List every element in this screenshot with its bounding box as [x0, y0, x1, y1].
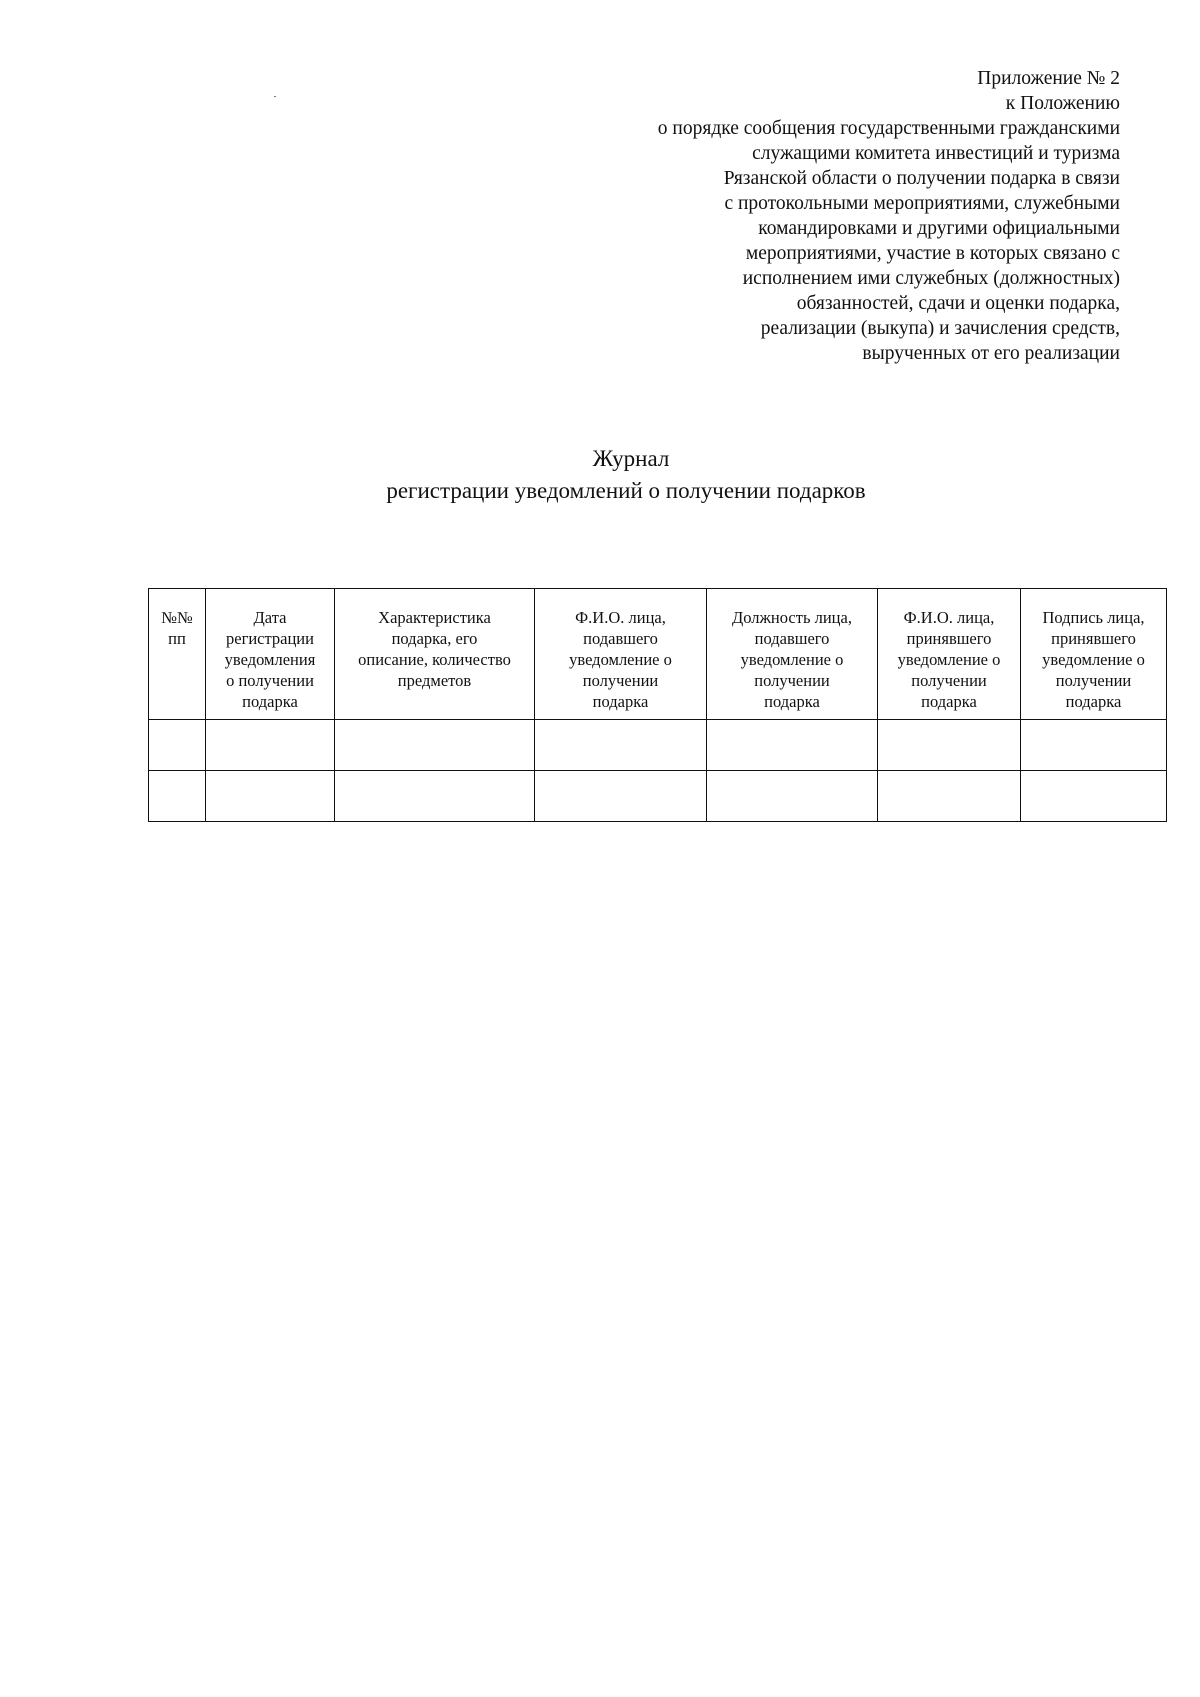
header-line: подавшего [583, 629, 658, 648]
header-cell-receiver-signature [1021, 589, 1167, 720]
header-line: уведомление о [897, 650, 1001, 669]
header-line: получении [582, 671, 659, 690]
scan-speck [274, 96, 276, 97]
header-line: регистрации [226, 629, 314, 648]
document-title [0, 443, 1200, 507]
appendix-line: мероприятиями, участие в которых связано с [745, 243, 1120, 264]
table-cell [1021, 720, 1167, 771]
header-line: уведомление о [569, 650, 672, 669]
header-line: №№ [161, 608, 193, 627]
appendix-line: Рязанской области о получении подарка в связи [723, 168, 1120, 189]
header-line: получении [1055, 671, 1132, 690]
header-line: Подпись лица, [1042, 608, 1145, 627]
header-line: подарка [764, 692, 820, 711]
appendix-line: обязанностей, сдачи и оценки подарка, [796, 293, 1120, 314]
appendix-line: с протокольными мероприятиями, служебными [724, 193, 1120, 214]
appendix-block [500, 66, 1120, 366]
appendix-line: реализации (выкупа) и зачисления средств, [760, 318, 1120, 339]
table-cell [335, 720, 535, 771]
table-cell [206, 771, 335, 822]
header-line: пп [168, 629, 186, 648]
table-cell [1021, 771, 1167, 822]
header-line: подарка, его [391, 629, 478, 648]
header-row [149, 589, 1167, 720]
header-line: подарка [921, 692, 977, 711]
appendix-line: к Положению [1005, 93, 1120, 114]
appendix-line: Приложение № 2 [977, 68, 1120, 89]
table-row [149, 771, 1167, 822]
header-cell-description [335, 589, 535, 720]
header-line: принявшего [906, 629, 992, 648]
header-cell-submitter-name [535, 589, 707, 720]
journal-table [148, 588, 1167, 822]
header-line: уведомление о [740, 650, 844, 669]
header-line: Дата [253, 608, 287, 627]
header-line: получении [754, 671, 830, 690]
table-row [149, 720, 1167, 771]
header-cell-date [206, 589, 335, 720]
header-line: Должность лица, [732, 608, 852, 627]
header-cell-submitter-position [707, 589, 878, 720]
table-cell [149, 771, 206, 822]
table-cell [535, 720, 707, 771]
header-line: Характеристика [378, 608, 491, 627]
header-line: уведомление о [1042, 650, 1145, 669]
header-cell-number [149, 589, 206, 720]
header-line: подарка [1065, 692, 1122, 711]
table-cell [878, 771, 1021, 822]
table-cell [535, 771, 707, 822]
table-cell [878, 720, 1021, 771]
header-line: о получении [226, 671, 314, 690]
header-cell-receiver-name [878, 589, 1021, 720]
header-line: получении [911, 671, 987, 690]
appendix-line: вырученных от его реализации [862, 343, 1120, 364]
appendix-line: служащими комитета инвестиций и туризма [752, 143, 1120, 164]
title-line-1: Журнал [592, 446, 670, 471]
header-line: подавшего [754, 629, 830, 648]
table-cell [335, 771, 535, 822]
header-line: Ф.И.О. лица, [903, 608, 995, 627]
header-line: принявшего [1051, 629, 1136, 648]
table-cell [206, 720, 335, 771]
title-line-2: регистрации уведомлений о получении подарков [386, 478, 866, 503]
appendix-line: командировками и другими официальными [758, 218, 1120, 239]
table-cell [707, 771, 878, 822]
header-line: подарка [242, 692, 298, 711]
header-line: Ф.И.О. лица, [575, 608, 666, 627]
table-cell [149, 720, 206, 771]
header-line: описание, количество [358, 650, 511, 669]
appendix-line: исполнением ими служебных (должностных) [742, 268, 1120, 289]
appendix-line: о порядке сообщения государственными гражданскими [657, 118, 1120, 139]
header-line: подарка [592, 692, 649, 711]
header-line: уведомления [224, 650, 316, 669]
table-cell [707, 720, 878, 771]
header-line: предметов [397, 671, 472, 690]
